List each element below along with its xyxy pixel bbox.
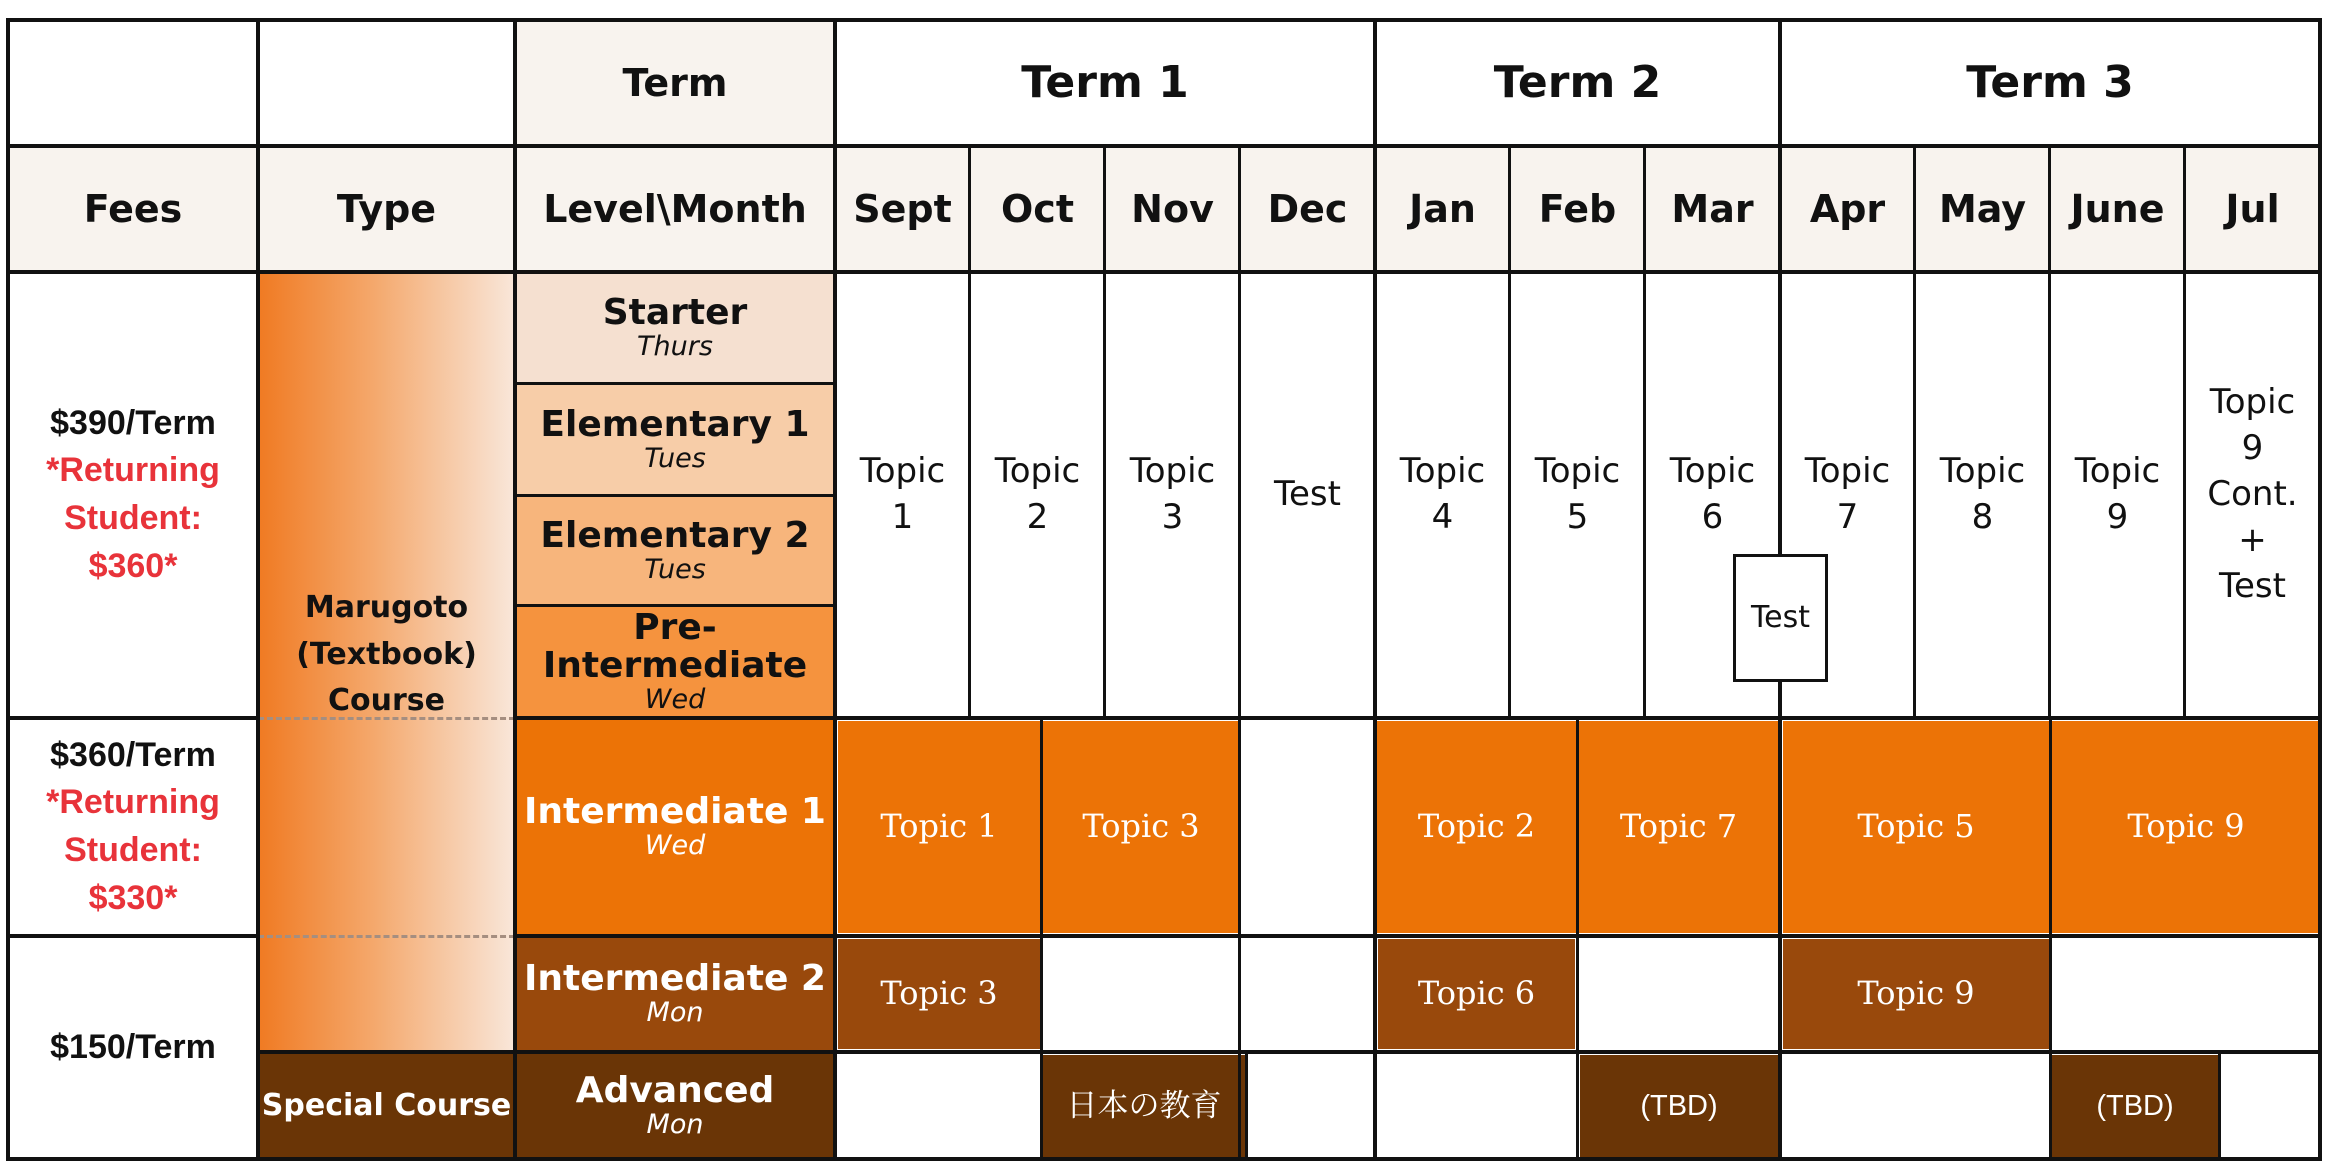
grid-line: [833, 18, 837, 1161]
month-header-feb: Feb: [1510, 146, 1645, 272]
type-marugoto-course: Marugoto (Textbook) Course: [296, 590, 477, 719]
month-header-jan: Jan: [1375, 146, 1510, 272]
level-name: Elementary 2: [540, 515, 810, 557]
grid-line: [8, 144, 2322, 148]
schedule-nov: Topic 3: [1129, 451, 1216, 537]
grid-line: [1576, 718, 1579, 1161]
schedule-dec: Test: [1274, 474, 1341, 515]
month-header-jul: Jul: [2185, 146, 2320, 272]
grid-line: [2183, 146, 2186, 718]
grid-line: [2318, 18, 2322, 1161]
grid-line: [1245, 1050, 1248, 1160]
level-day: Wed: [644, 830, 706, 862]
int2-topic-block: Topic 6: [1378, 939, 1575, 1049]
level-starter: [515, 272, 835, 384]
term-1-header: Term 1: [1021, 57, 1189, 109]
month-header-mar: Mar: [1645, 146, 1780, 272]
grid-line: [8, 716, 258, 720]
fee-intermediate-1: $360/Term *Returning Student: $330*: [46, 735, 220, 917]
grid-line: [6, 18, 10, 1161]
level-elementary-2: [515, 496, 835, 606]
grid-line: [8, 270, 2322, 274]
month-header-june: June: [2050, 146, 2185, 272]
int1-topic-block: Topic 7: [1579, 721, 1778, 933]
int1-topic-block: Topic 3: [1043, 721, 1239, 933]
level-pre-intermediate: [515, 606, 835, 718]
grid-line: [1913, 146, 1916, 718]
int1-topic-block: Topic 2: [1377, 721, 1576, 933]
grid-line: [2049, 718, 2052, 1161]
term-label: Term: [515, 20, 835, 146]
level-day: Tues: [644, 443, 706, 475]
level-intermediate-2: [515, 936, 835, 1052]
int1-topic-block: Topic 5: [1783, 721, 2049, 933]
grid-line: [8, 18, 2322, 22]
level-name: Starter: [602, 292, 748, 334]
level-name: Intermediate 1: [524, 791, 826, 833]
level-day: Thurs: [637, 331, 713, 363]
schedule-feb: Topic 5: [1534, 451, 1621, 537]
term-2-header: Term 2: [1493, 57, 1662, 109]
level-name: Pre-Intermediate: [542, 607, 808, 687]
level-month-header: Level\Month: [515, 146, 835, 272]
grid-line: [256, 18, 260, 1161]
adv-topic-block: (TBD): [1580, 1055, 1778, 1157]
grid-line: [1643, 146, 1646, 718]
type-header: Type: [258, 146, 515, 272]
level-name: Advanced: [575, 1070, 775, 1112]
dashed-separator: [258, 935, 515, 938]
level-name: Elementary 1: [540, 404, 810, 446]
level-intermediate-1: [515, 718, 835, 936]
schedule-may: Topic 8: [1939, 451, 2026, 537]
fees-header: Fees: [8, 146, 258, 272]
month-header-sept: Sept: [835, 146, 970, 272]
grid-line: [2048, 146, 2051, 718]
grid-line: [1103, 146, 1106, 718]
int1-topic-block: Topic 9: [2052, 721, 2320, 933]
grid-line: [1238, 146, 1241, 1161]
fee-basic: $390/Term *Returning Student: $360*: [46, 403, 220, 585]
level-elementary-1: [515, 384, 835, 496]
schedule-apr: Topic 7: [1804, 451, 1891, 537]
grid-line: [513, 494, 837, 497]
fee-advanced: $150/Term: [50, 1028, 216, 1067]
term-3-header: Term 3: [1966, 57, 2134, 109]
header-corner-type: [258, 20, 515, 146]
header-corner-fees: [8, 20, 258, 146]
month-header-apr: Apr: [1780, 146, 1915, 272]
level-name: Intermediate 2: [524, 958, 826, 1000]
month-header-oct: Oct: [970, 146, 1105, 272]
grid-line: [513, 382, 837, 385]
dashed-separator: [258, 717, 515, 720]
level-day: Tues: [644, 554, 706, 586]
int1-topic-block: Topic 1: [838, 721, 1040, 933]
grid-line: [1373, 18, 1377, 1161]
int2-topic-block: Topic 9: [1783, 939, 2049, 1049]
grid-line: [258, 1050, 2322, 1054]
grid-line: [1040, 718, 1043, 1161]
grid-line: [513, 18, 517, 1161]
level-day: Mon: [646, 1109, 704, 1141]
grid-line: [968, 146, 971, 718]
month-header-nov: Nov: [1105, 146, 1240, 272]
int2-topic-block: Topic 3: [838, 939, 1040, 1049]
grid-line: [513, 604, 837, 607]
grid-line: [1508, 146, 1511, 718]
schedule-mar: Topic 6: [1669, 451, 1756, 537]
schedule-oct: Topic 2: [994, 451, 1081, 537]
level-advanced: [515, 1052, 835, 1160]
grid-line: [2218, 1050, 2221, 1160]
adv-topic-block: 日本の教育: [1043, 1055, 1245, 1157]
level-day: Mon: [646, 997, 704, 1029]
month-header-may: May: [1915, 146, 2050, 272]
schedule-jan: Topic 4: [1399, 451, 1486, 537]
schedule-sept: Topic 1: [859, 451, 946, 537]
grid-line: [8, 934, 258, 938]
type-special-course: Special Course: [258, 1052, 515, 1160]
grid-line: [8, 1157, 2322, 1161]
month-header-dec: Dec: [1240, 146, 1375, 272]
adv-topic-block: (TBD): [2052, 1055, 2218, 1157]
schedule-june: Topic 9: [2074, 451, 2161, 537]
schedule-jul: Topic 9 Cont. + Test: [2207, 382, 2298, 606]
level-day: Wed: [644, 683, 706, 715]
test-box: Test: [1733, 554, 1828, 682]
